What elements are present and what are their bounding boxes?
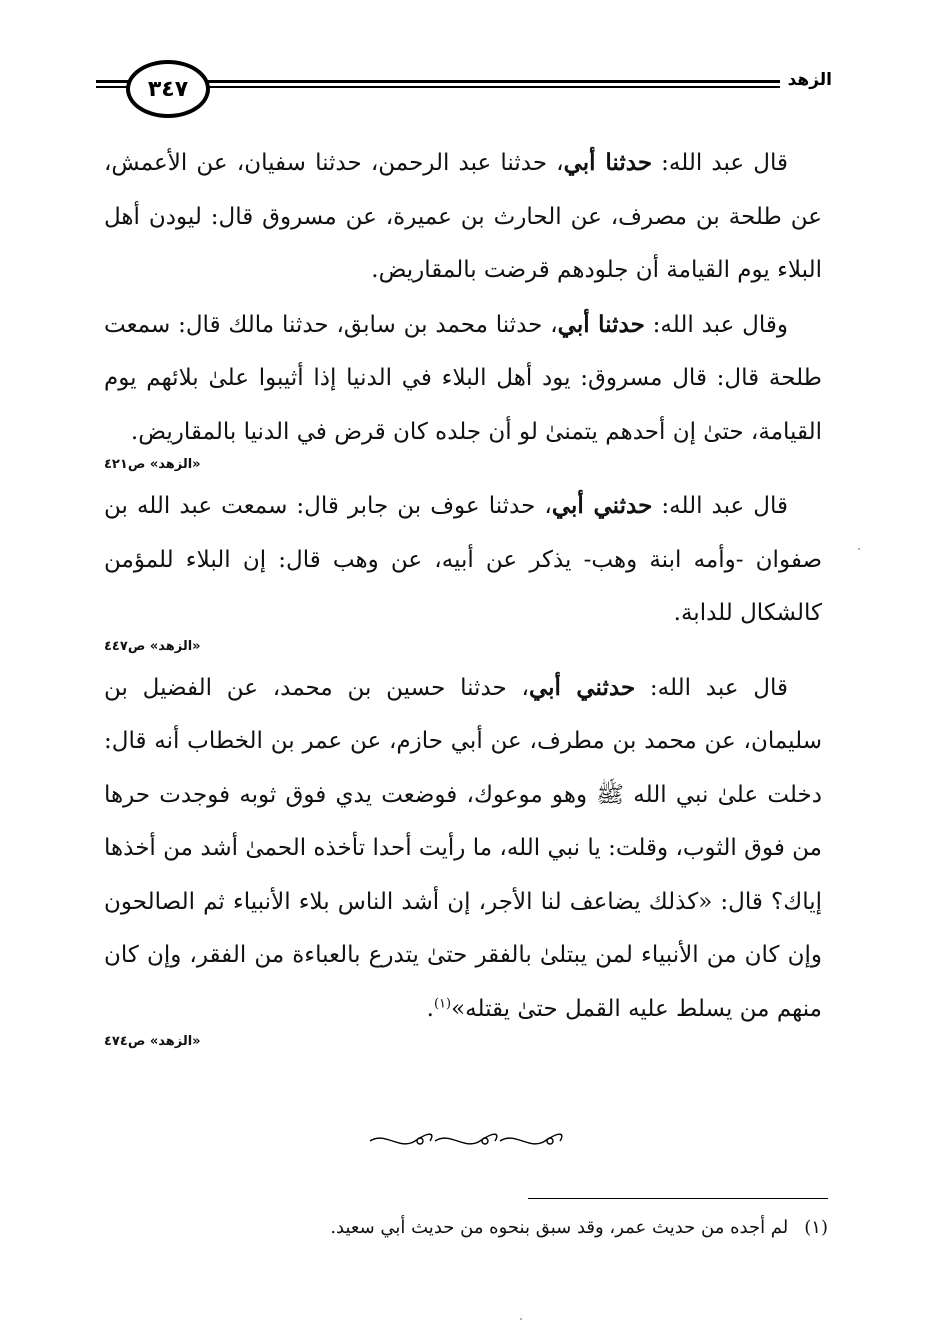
paragraph-3 bbox=[104, 479, 822, 641]
page-number-badge bbox=[126, 60, 210, 118]
scan-speck bbox=[520, 1318, 522, 1320]
source-reference-2: «الزهد» ص٤٤٧ bbox=[104, 638, 201, 654]
paragraph-4 bbox=[104, 661, 822, 1037]
page-body bbox=[104, 136, 822, 1056]
footnote-text: لم أجده من حديث عمر، وقد سبق بنحوه من حديث أبي سعيد. bbox=[330, 1217, 789, 1238]
footnote-marker: (١) bbox=[433, 995, 452, 1011]
footnote-separator bbox=[528, 1198, 828, 1199]
paragraph-4-end: . bbox=[426, 995, 434, 1022]
paragraph-4-intro: قال عبد الله: bbox=[635, 674, 788, 701]
source-reference-3: «الزهد» ص٤٧٤ bbox=[104, 1034, 201, 1049]
paragraph-1 bbox=[104, 136, 822, 298]
footnote bbox=[220, 1212, 828, 1244]
page-header bbox=[96, 58, 832, 130]
page-number: ٣٤٧ bbox=[147, 76, 189, 102]
scan-speck bbox=[858, 548, 860, 550]
paragraph-1-intro: قال عبد الله: bbox=[652, 150, 788, 176]
paragraph-2 bbox=[104, 298, 822, 460]
paragraph-4-text: ، حدثنا حسين بن محمد، عن الفضيل بن سليمان، عن محمد بن مطرف، عن أبي حازم، عن عمر بن الخطاب أنه قال: دخلت علىٰ نبي الله ﷺ وهو موعوك، فوضعت يدي فوق ثوبه فوجدت حرها من فوق الثوب، وقلت: يا نبي الله، ما رأيت أحدا تأخذه الحمىٰ أشد من أخذها إياك؟ قال: «كذلك يضاعف لنا الأجر، إن أشد الناس بلاء الأنبياء ثم الصالحون وإن كان من الأنبياء لمن يبتلىٰ بالفقر حتىٰ يتدرع بالعباءة من الفقر، وإن كان منهم من يسلط عليه القمل حتىٰ يقتله» bbox=[104, 674, 822, 1022]
source-reference-1: «الزهد» ص٤٢١ bbox=[104, 457, 201, 472]
paragraph-3-bold: حدثني أبي bbox=[551, 492, 653, 519]
section-ornament bbox=[360, 1129, 570, 1153]
paragraph-2-bold: حدثنا أبي bbox=[557, 310, 645, 338]
paragraph-4-bold: حدثني أبي bbox=[528, 673, 636, 701]
paragraph-1-text: ، حدثنا عبد الرحمن، حدثنا سفيان، عن الأعمش، عن طلحة بن مصرف، عن الحارث بن عميرة، عن مسروق قال: ليودن أهل البلاء يوم القيامة أن جلودهم قرضت بالمقاريض. bbox=[104, 150, 822, 283]
paragraph-3-text: ، حدثنا عوف بن جابر قال: سمعت عبد الله بن صفوان -وأمه ابنة وهب- يذكر عن أبيه، عن وهب قال: إن البلاء للمؤمن كالشكال للدابة. bbox=[104, 493, 822, 626]
running-title: الزهد bbox=[780, 70, 832, 90]
paragraph-1-bold: حدثنا أبي bbox=[563, 149, 653, 176]
header-rule-thin bbox=[206, 86, 784, 88]
header-rule-left-thin bbox=[96, 86, 130, 88]
header-rule bbox=[206, 80, 784, 83]
footnote-number: (١) bbox=[804, 1217, 828, 1238]
paragraph-2-text: ، حدثنا محمد بن سابق، حدثنا مالك قال: سمعت طلحة قال: قال مسروق: يود أهل البلاء في الدنيا إذا أثيبوا علىٰ بلائهم يوم القيامة، حتىٰ إن أحدهم يتمنىٰ لو أن جلده كان قرض في الدنيا بالمقاريض. bbox=[104, 311, 822, 445]
header-rule-left bbox=[96, 80, 130, 83]
paragraph-2-intro: وقال عبد الله: bbox=[644, 311, 789, 338]
paragraph-3-intro: قال عبد الله: bbox=[652, 493, 788, 519]
